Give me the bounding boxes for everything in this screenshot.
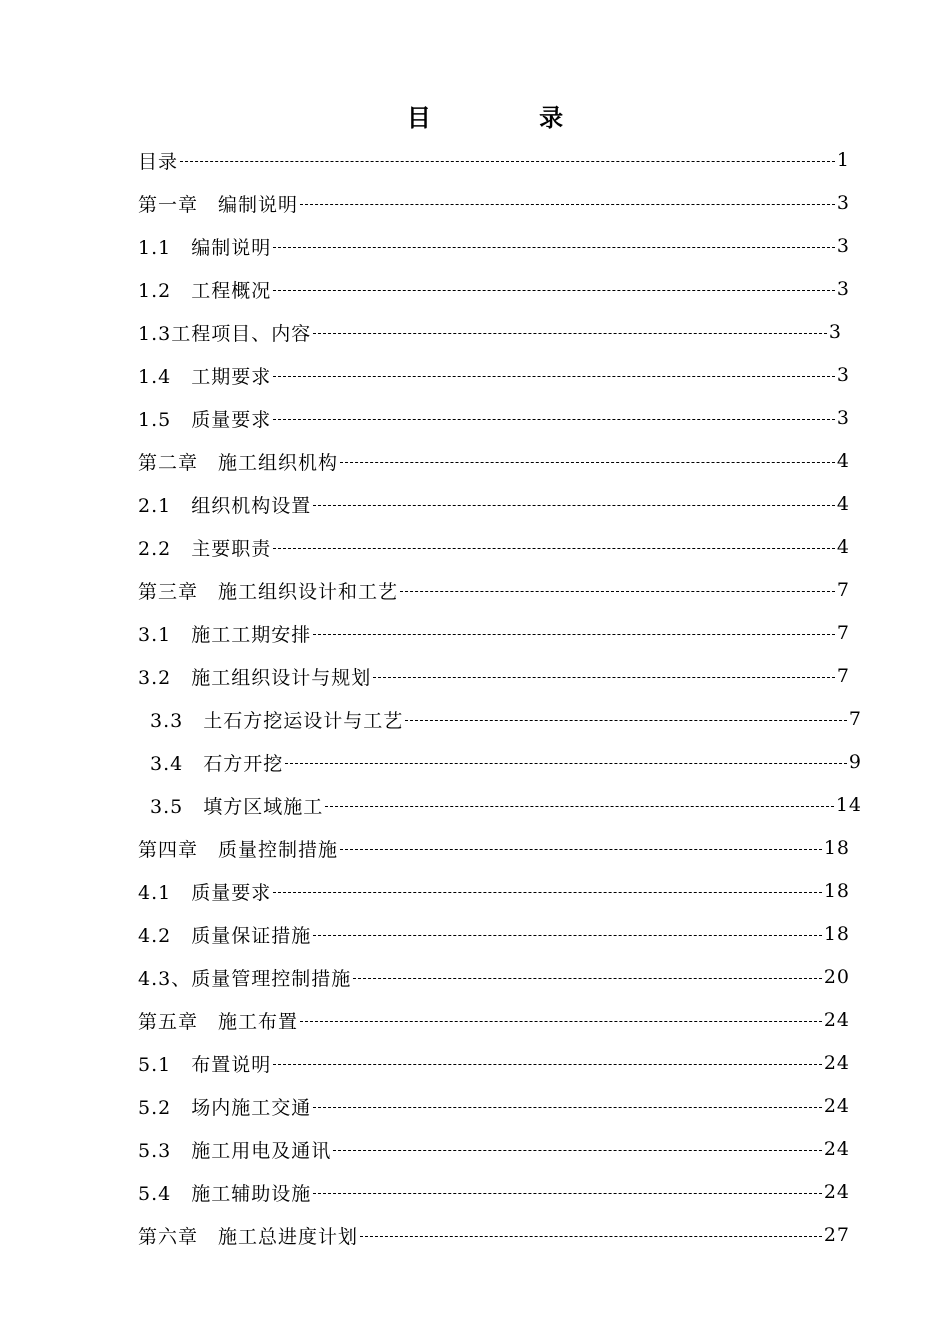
- toc-entry-page: 3: [828, 321, 842, 343]
- toc-leader: [405, 720, 847, 721]
- toc-entry-page: 20: [823, 966, 850, 988]
- toc-entry-label: 2.1 组织机构设置: [138, 494, 312, 517]
- toc-leader: [300, 204, 835, 205]
- toc-entry[interactable]: [138, 1215, 850, 1255]
- toc-entry[interactable]: [138, 570, 850, 610]
- toc-entry[interactable]: [138, 1172, 850, 1212]
- toc-entry[interactable]: [138, 828, 850, 868]
- toc-entry-label: 5.2 场内施工交通: [138, 1096, 312, 1119]
- toc-entry-page: 4: [836, 493, 850, 515]
- toc-entry[interactable]: [138, 441, 850, 481]
- toc-entry-label: 3.3 土石方挖运设计与工艺: [150, 709, 404, 732]
- toc-entry[interactable]: [138, 871, 850, 911]
- toc-entry-label: 第四章 质量控制措施: [138, 838, 339, 861]
- toc-entry-label: 第五章 施工布置: [138, 1010, 299, 1033]
- toc-entry-label: 3.1 施工工期安排: [138, 623, 312, 646]
- toc-entry[interactable]: [150, 742, 862, 782]
- toc-entry-label: 2.2 主要职责: [138, 537, 272, 560]
- toc-entry[interactable]: [138, 398, 850, 438]
- toc-entry-page: 9: [848, 751, 862, 773]
- toc-entry-page: 27: [823, 1224, 850, 1246]
- toc-leader: [353, 978, 822, 979]
- toc-entry[interactable]: [138, 140, 850, 180]
- toc-entry[interactable]: [138, 957, 850, 997]
- toc-entry-page: 3: [836, 192, 850, 214]
- toc-entry[interactable]: [138, 527, 850, 567]
- toc-leader: [180, 161, 835, 162]
- toc-entry-page: 24: [823, 1181, 850, 1203]
- toc-entry-label: 目录: [138, 150, 179, 173]
- toc-leader: [325, 806, 834, 807]
- toc-leader: [400, 591, 835, 592]
- toc-entry[interactable]: [138, 1086, 850, 1126]
- toc-leader: [340, 462, 835, 463]
- toc-entry[interactable]: [150, 785, 862, 825]
- toc-entry-label: 1.1 编制说明: [138, 236, 272, 259]
- toc-leader: [273, 892, 822, 893]
- toc-entry-label: 第一章 编制说明: [138, 193, 299, 216]
- toc-entry[interactable]: [138, 613, 850, 653]
- toc-leader: [340, 849, 822, 850]
- toc-entry-page: 7: [848, 708, 862, 730]
- toc-leader: [273, 376, 835, 377]
- toc-entry-page: 4: [836, 450, 850, 472]
- toc-entry-page: 1: [836, 149, 850, 171]
- toc-entry-page: 14: [835, 794, 862, 816]
- toc-entry-page: 3: [836, 278, 850, 300]
- toc-entry-page: 18: [823, 837, 850, 859]
- toc-entry-label: 第三章 施工组织设计和工艺: [138, 580, 399, 603]
- toc-leader: [373, 677, 835, 678]
- toc-leader: [273, 548, 835, 549]
- toc-entry-label: 3.5 填方区域施工: [150, 795, 324, 818]
- toc-entry[interactable]: [138, 312, 842, 352]
- toc-entry-page: 18: [823, 923, 850, 945]
- toc-entry-label: 4.2 质量保证措施: [138, 924, 312, 947]
- toc-leader: [273, 247, 835, 248]
- toc-leader: [313, 505, 835, 506]
- toc-entry-label: 3.2 施工组织设计与规划: [138, 666, 372, 689]
- toc-entry-label: 3.4 石方开挖: [150, 752, 284, 775]
- toc-entry-page: 18: [823, 880, 850, 902]
- toc-entry[interactable]: [138, 484, 850, 524]
- toc-entry-label: 1.4 工期要求: [138, 365, 272, 388]
- toc-entry[interactable]: [138, 269, 850, 309]
- toc-entry-page: 7: [836, 622, 850, 644]
- toc-leader: [313, 634, 835, 635]
- toc-entry-page: 24: [823, 1009, 850, 1031]
- toc-entry-label: 1.5 质量要求: [138, 408, 272, 431]
- toc-entry[interactable]: [138, 183, 850, 223]
- toc-entry-label: 5.3 施工用电及通讯: [138, 1139, 332, 1162]
- toc-entry-page: 4: [836, 536, 850, 558]
- page-title: 目 录: [406, 103, 614, 132]
- toc-leader: [313, 935, 822, 936]
- toc-entry[interactable]: [138, 1043, 850, 1083]
- toc-entry[interactable]: [150, 699, 862, 739]
- toc-entry-label: 第六章 施工总进度计划: [138, 1225, 359, 1248]
- toc-entry-label: 1.2 工程概况: [138, 279, 272, 302]
- toc-leader: [313, 333, 827, 334]
- toc-leader: [300, 1021, 822, 1022]
- toc-entry-label: 第二章 施工组织机构: [138, 451, 339, 474]
- toc-entry-page: 24: [823, 1052, 850, 1074]
- toc-entry-label: 4.1 质量要求: [138, 881, 272, 904]
- toc-entry-page: 3: [836, 235, 850, 257]
- toc-entry[interactable]: [138, 1000, 850, 1040]
- toc-leader: [285, 763, 847, 764]
- toc-entry[interactable]: [138, 355, 850, 395]
- toc-entry[interactable]: [138, 226, 850, 266]
- toc-leader: [273, 1064, 822, 1065]
- toc-entry-page: 7: [836, 665, 850, 687]
- toc-entry-label: 1.3工程项目、内容: [138, 322, 312, 345]
- toc-leader: [273, 290, 835, 291]
- toc-entry-page: 24: [823, 1138, 850, 1160]
- toc-entry-label: 4.3、质量管理控制措施: [138, 967, 352, 990]
- toc-entry-page: 7: [836, 579, 850, 601]
- toc-entry-page: 3: [836, 407, 850, 429]
- toc-entry-page: 3: [836, 364, 850, 386]
- toc-entry-label: 5.4 施工辅助设施: [138, 1182, 312, 1205]
- toc-leader: [313, 1107, 822, 1108]
- toc-entry-label: 5.1 布置说明: [138, 1053, 272, 1076]
- toc-entry[interactable]: [138, 1129, 850, 1169]
- toc-leader: [333, 1150, 822, 1151]
- toc-entry-page: 24: [823, 1095, 850, 1117]
- toc-leader: [360, 1236, 822, 1237]
- toc-leader: [313, 1193, 822, 1194]
- toc-entry[interactable]: [138, 914, 850, 954]
- toc-entry[interactable]: [138, 656, 850, 696]
- toc-leader: [273, 419, 835, 420]
